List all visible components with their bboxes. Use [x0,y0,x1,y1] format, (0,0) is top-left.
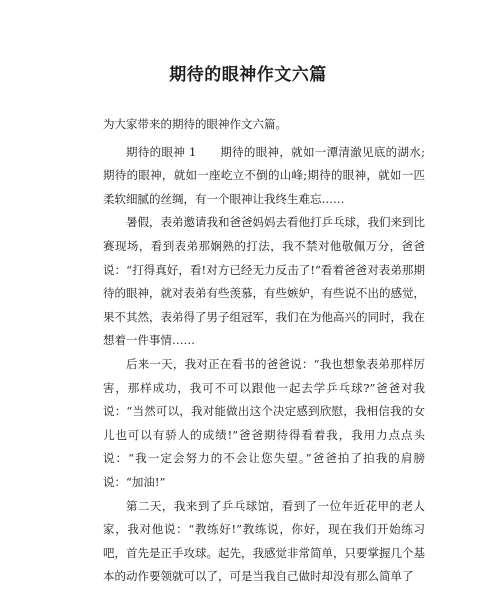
paragraph-4: 第二天，我来到了乒乓球馆，看到了一位年近花甲的老人家，我对他说：“教练好!”教练说，你好，现在我们开始练习吧，首先是正手攻球。起先，我感觉非常简单，只要掌握几个基本的动作要领就可以了，可是当我自己做时却没有那么简单了 [103,498,425,584]
document-body [103,113,425,589]
paragraph-2: 暑假，表弟邀请我和爸爸妈妈去看他打乒乓球，我们来到比赛现场，看到表弟那娴熟的打法，我不禁对他敬佩万分，爸爸说：“打得真好，看!对方已经无力反击了!”看着爸爸对表弟那期待的眼神，就对表弟有些羡慕，有些嫉妒，有些说不出的感觉，果不其然，表弟得了男子组冠军，我们在为他高兴的同时，我在想着一件事情…… [103,215,425,348]
document-title: 期待的眼神作文六篇 [169,65,327,85]
paragraph-1: 期待的眼神 1 期待的眼神，就如一潭清澈见底的湖水;期待的眼神，就如一座屹立不倒的山峰;期待的眼神，就如一匹柔软细腻的丝绸，有一个眼神让我终生难忘…… [103,144,425,206]
intro-paragraph: 为大家带来的期待的眼神作文六篇。 [103,117,287,131]
paragraph-3: 后来一天，我对正在看书的爸爸说：“我也想象表弟那样厉害，那样成功，我可不可以跟他一起去学乒乓球?”爸爸对我说：“当然可以，我对能做出这个决定感到欣慰，我相信我的女儿也可以有骄人的成绩!”爸爸期待得看着我，我用力点点头说：“我一定会努力的不会让您失望。”爸爸拍了拍我的肩膀说：“加油!” [103,356,425,489]
